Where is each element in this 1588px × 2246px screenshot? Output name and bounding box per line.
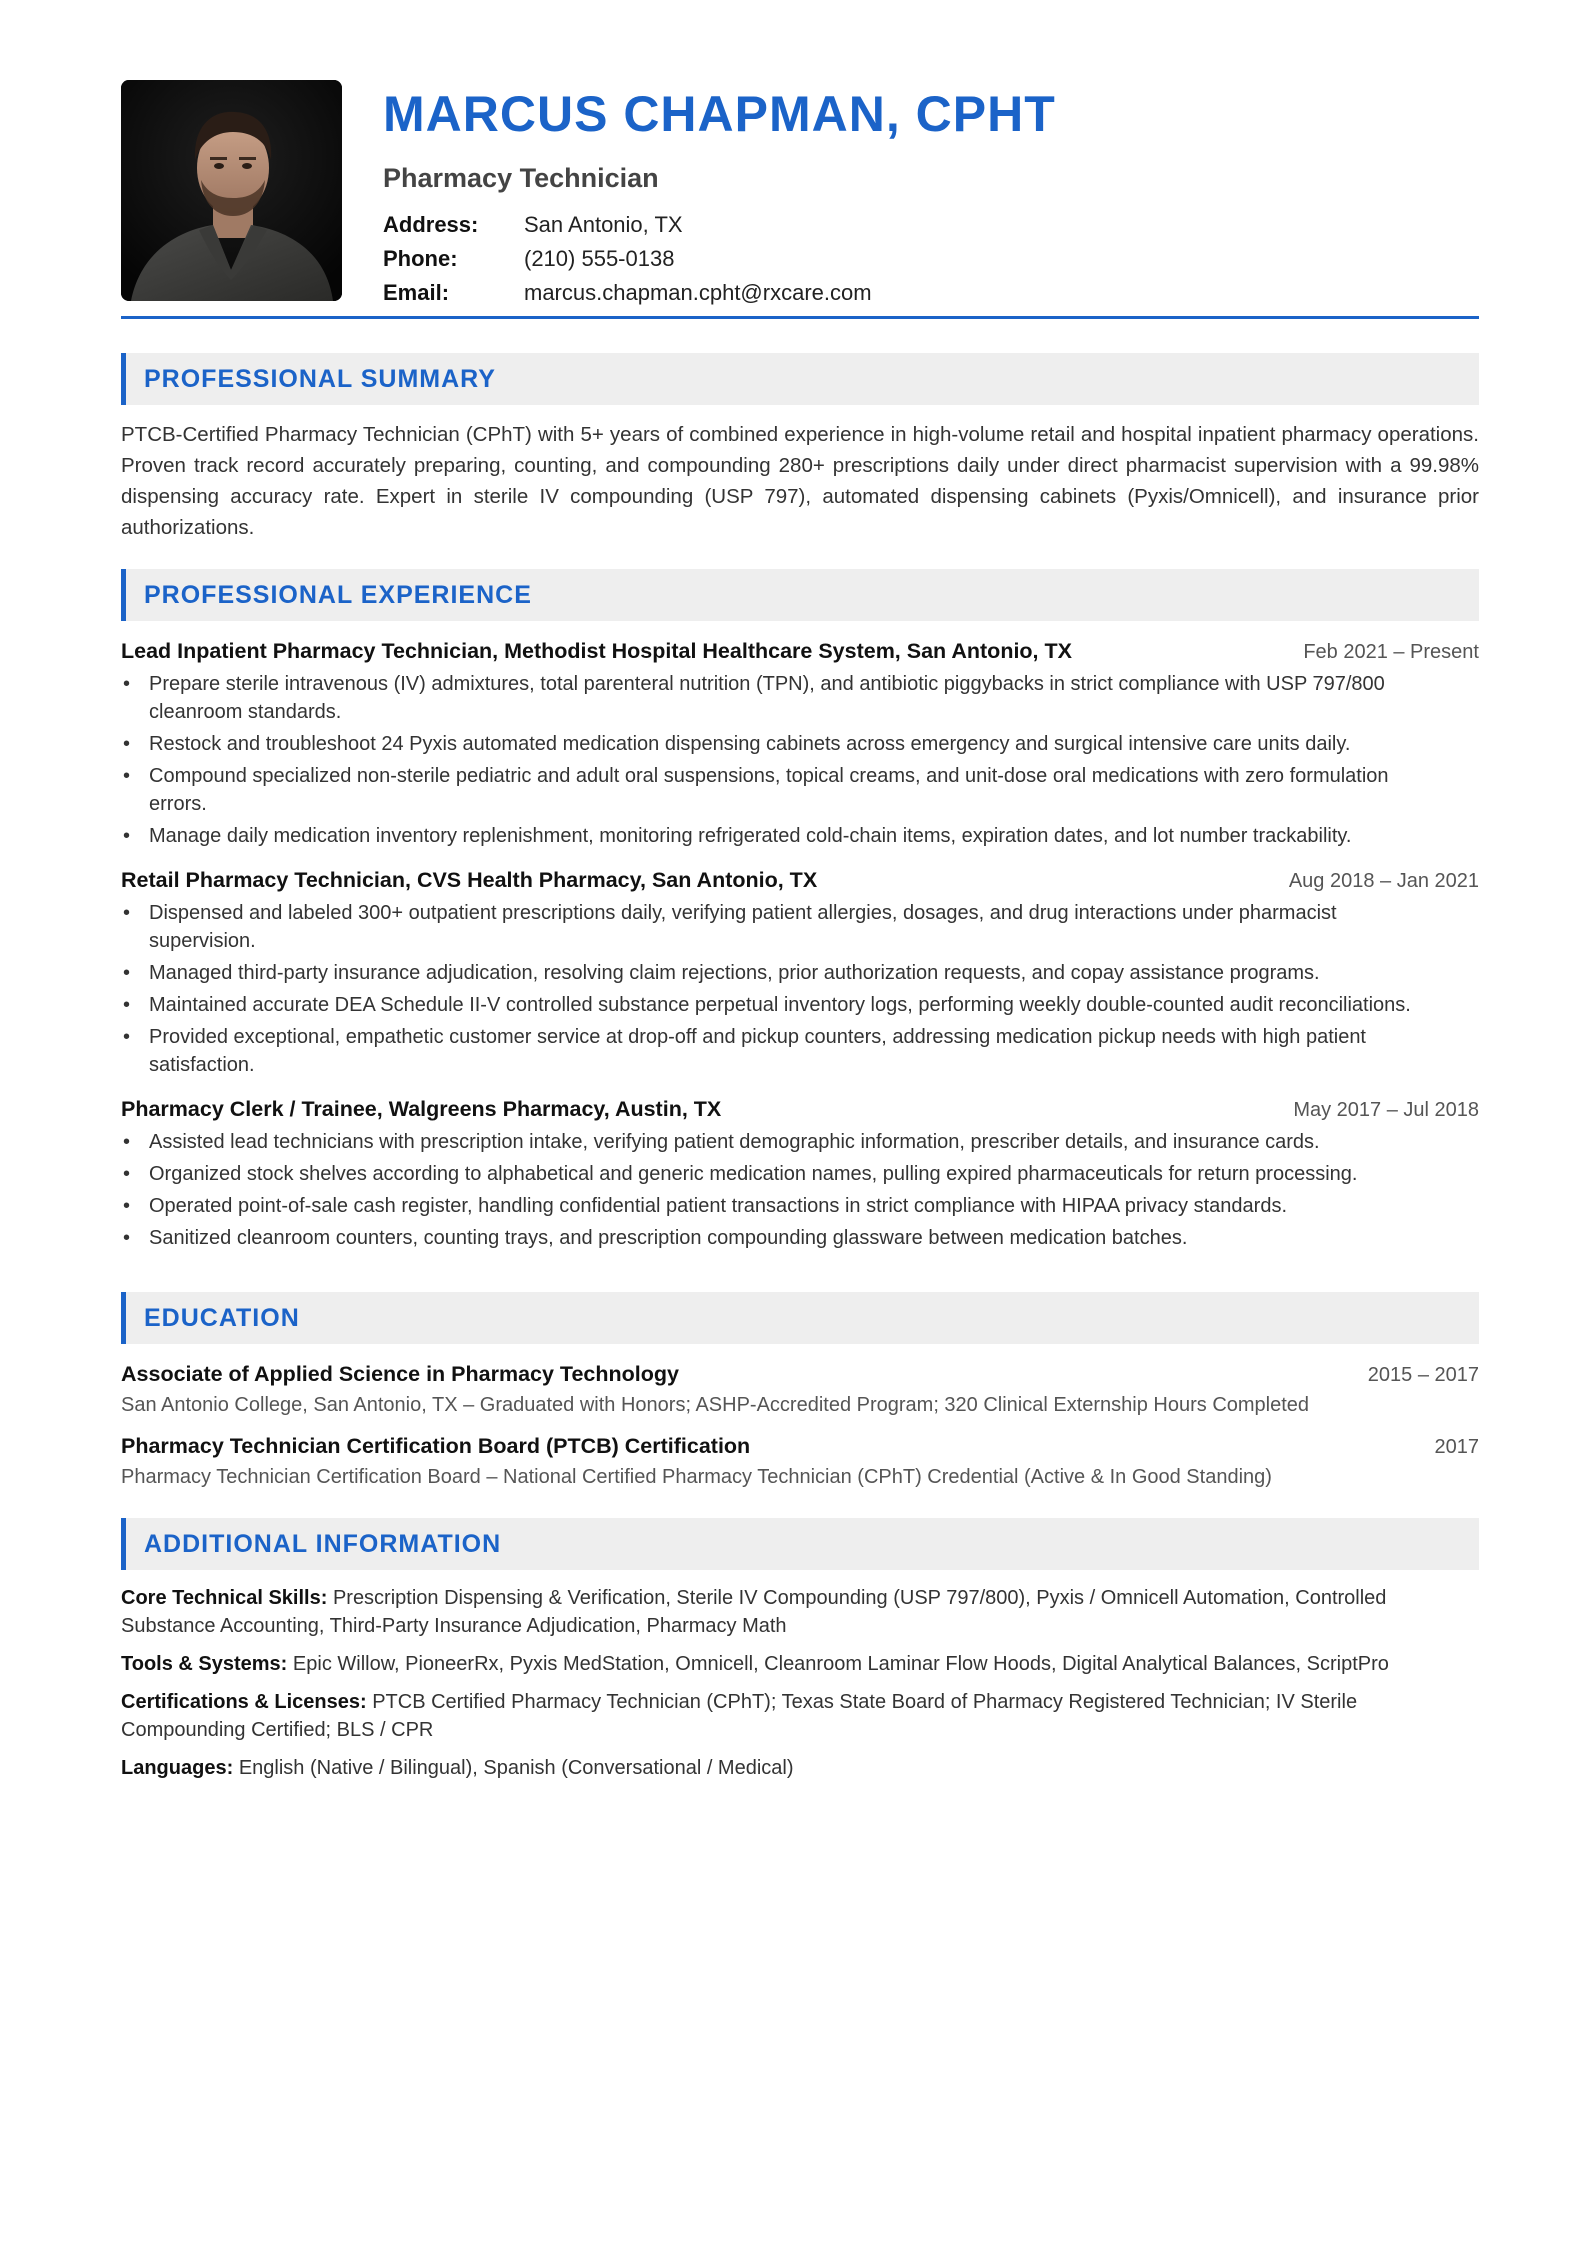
bullet-item: • Operated point-of-sale cash register, handling confidential patient transactions in strict compliance with HIPAA privacy standards. (149, 1192, 1479, 1220)
bullet-item: • Sanitized cleanroom counters, counting trays, and prescription compounding glassware between medication batches. (149, 1224, 1479, 1252)
education-header (121, 1358, 1479, 1390)
job-dates: May 2017 – Jul 2018 (1293, 1099, 1479, 1121)
job-title: Lead Inpatient Pharmacy Technician, Methodist Hospital Healthcare System, San Antonio, TX (121, 639, 1072, 663)
candidate-name: MARCUS CHAPMAN, CPHT (383, 86, 1056, 142)
bullet-item: • Assisted lead technicians with prescription intake, verifying patient demographic information, prescriber details, and insurance cards. (149, 1128, 1479, 1156)
info-label: Certifications & Licenses: (121, 1691, 367, 1713)
contact-label: Address: (383, 212, 479, 237)
bullet-item: • Managed third-party insurance adjudication, resolving claim rejections, prior authorization requests, and copay assistance programs. (149, 959, 1479, 987)
info-row-skills (121, 1584, 1479, 1640)
contact-address (383, 208, 1479, 242)
job-header (121, 1093, 1479, 1126)
education-dates: 2017 (1434, 1436, 1479, 1458)
bullet-item: • Prepare sterile intravenous (IV) admixtures, total parenteral nutrition (TPN), and antibiotic piggybacks in strict compliance with USP 797/800 cleanroom standards. (149, 670, 1479, 726)
section-heading: PROFESSIONAL EXPERIENCE (121, 569, 1479, 621)
info-row-certifications (121, 1688, 1479, 1744)
header-info (383, 80, 1479, 310)
contact-phone (383, 242, 1479, 276)
info-value: PTCB Certified Pharmacy Technician (CPhT); Texas State Board of Pharmacy Registered Technician; IV Sterile Compounding Certified; BLS / CPR (121, 1691, 1358, 1741)
header-divider (121, 316, 1479, 319)
education-header (121, 1430, 1479, 1462)
experience-section (121, 569, 1479, 1252)
contact-value: San Antonio, TX (524, 212, 683, 237)
section-heading: ADDITIONAL INFORMATION (121, 1518, 1479, 1570)
contact-value[interactable]: (210) 555-0138 (524, 246, 675, 271)
resume-header (121, 80, 1479, 305)
candidate-title: Pharmacy Technician (383, 163, 659, 193)
contact-block (383, 208, 1479, 310)
profile-photo (121, 80, 342, 301)
education-detail: Pharmacy Technician Certification Board – National Certified Pharmacy Technician (CPhT) Credential (Active & In Good Standing) (121, 1466, 1272, 1488)
summary-section (121, 353, 1479, 543)
job-header (121, 635, 1479, 668)
education-dates: 2015 – 2017 (1367, 1364, 1479, 1386)
job-entry (121, 635, 1479, 850)
info-label: Tools & Systems: (121, 1653, 288, 1675)
info-row-tools (121, 1650, 1479, 1678)
bullet-item: • Manage daily medication inventory replenishment, monitoring refrigerated cold-chain items, expiration dates, and lot number trackability. (149, 822, 1479, 850)
info-value: Prescription Dispensing & Verification, Sterile IV Compounding (USP 797/800), Pyxis / Omnicell Automation, Controlled Substance Accounting, Third-Party Insurance Adjudication, Pharmacy Math (121, 1587, 1387, 1637)
info-label: Core Technical Skills: (121, 1587, 328, 1609)
education-detail: San Antonio College, San Antonio, TX – Graduated with Honors; ASHP-Accredited Program; 320 Clinical Externship Hours Completed (121, 1394, 1310, 1416)
job-entry (121, 864, 1479, 1079)
degree-title: Associate of Applied Science in Pharmacy Technology (121, 1362, 679, 1386)
bullet-item: • Restock and troubleshoot 24 Pyxis automated medication dispensing cabinets across emergency and surgical intensive care units daily. (149, 730, 1479, 758)
education-section (121, 1292, 1479, 1492)
job-bullets (121, 1128, 1479, 1252)
bullet-item: • Maintained accurate DEA Schedule II-V controlled substance perpetual inventory logs, performing weekly double-counted audit reconciliations. (149, 991, 1479, 1019)
bullet-item: • Compound specialized non-sterile pediatric and adult oral suspensions, topical creams, and unit-dose oral medications with zero formulation errors. (149, 762, 1479, 818)
info-value: English (Native / Bilingual), Spanish (Conversational / Medical) (238, 1757, 794, 1779)
degree-title: Pharmacy Technician Certification Board (PTCB) Certification (121, 1434, 751, 1458)
contact-email (383, 276, 1479, 310)
info-value: Epic Willow, PioneerRx, Pyxis MedStation, Omnicell, Cleanroom Laminar Flow Hoods, Digital Analytical Balances, ScriptPro (292, 1653, 1389, 1675)
contact-value[interactable]: marcus.chapman.cpht@rxcare.com (524, 280, 872, 305)
job-title: Retail Pharmacy Technician, CVS Health Pharmacy, San Antonio, TX (121, 868, 818, 892)
job-dates: Feb 2021 – Present (1303, 641, 1479, 663)
bullet-item: • Dispensed and labeled 300+ outpatient prescriptions daily, verifying patient allergies, dosages, and drug interactions under pharmacist supervision. (149, 899, 1479, 955)
job-header (121, 864, 1479, 897)
bullet-item: • Organized stock shelves according to alphabetical and generic medication names, pulling expired pharmaceuticals for return processing. (149, 1160, 1479, 1188)
bullet-item: • Provided exceptional, empathetic customer service at drop-off and pickup counters, addressing medication pickup needs with high patient satisfaction. (149, 1023, 1479, 1079)
job-dates: Aug 2018 – Jan 2021 (1288, 870, 1479, 892)
info-row-languages (121, 1754, 1479, 1782)
job-entry (121, 1093, 1479, 1252)
section-heading: EDUCATION (121, 1292, 1479, 1344)
info-label: Languages: (121, 1757, 234, 1779)
additional-section (121, 1518, 1479, 1782)
education-entry (121, 1358, 1479, 1420)
job-bullets (121, 670, 1479, 850)
summary-text: PTCB-Certified Pharmacy Technician (CPhT) with 5+ years of combined experience in high-volume retail and hospital inpatient pharmacy operations. Proven track record accurately preparing, counting, and compounding 280+ prescriptions daily under direct pharmacist supervision with a 99.98% dispensing accuracy rate. Expert in sterile IV compounding (USP 797), automated dispensing cabinets (Pyxis/Omnicell), and insurance prior authorizations. (121, 423, 1479, 539)
job-title: Pharmacy Clerk / Trainee, Walgreens Pharmacy, Austin, TX (121, 1097, 722, 1121)
contact-label: Phone: (383, 246, 458, 271)
job-bullets (121, 899, 1479, 1079)
education-entry (121, 1430, 1479, 1492)
section-heading: PROFESSIONAL SUMMARY (121, 353, 1479, 405)
contact-label: Email: (383, 280, 450, 305)
